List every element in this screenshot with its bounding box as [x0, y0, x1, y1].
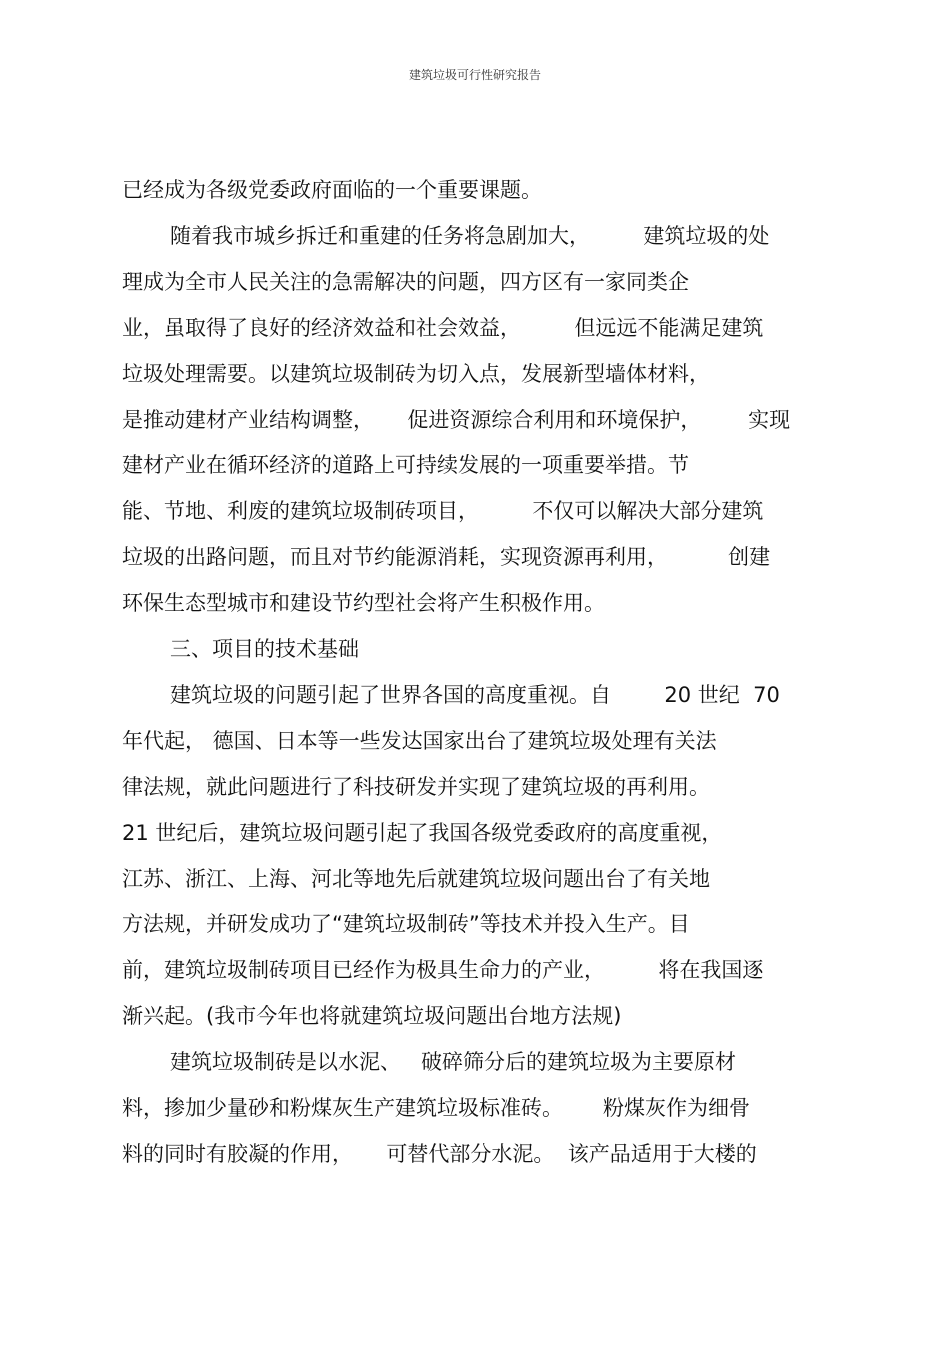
page-header: 建筑垃圾可行性研究报告 [408, 68, 541, 82]
text-line: 随着我市城乡拆迁和重建的任务将急剧加大， 建筑垃圾的处 [170, 223, 770, 248]
text-line: 21 世纪后，建筑垃圾问题引起了我国各级党委政府的高度重视， [122, 820, 723, 845]
text-line: 垃圾的出路问题，而且对节约能源消耗，实现资源再利用， 创建 [122, 545, 771, 570]
text-line: 江苏、浙江、上海、河北等地先后就建筑垃圾问题出台了有关地 [122, 866, 710, 891]
text-line: 料，掺加少量砂和粉煤灰生产建筑垃圾标准砖。 粉煤灰作为细骨 [122, 1096, 751, 1120]
text-line: 方法规，并研发成功了“建筑垃圾制砖”等技术并投入生产。目 [122, 912, 690, 937]
text-line: 建筑垃圾制砖是以水泥、 破碎筛分后的建筑垃圾为主要原材 [170, 1050, 737, 1075]
text-line: 建筑垃圾的问题引起了世界各国的高度重视。自 20 世纪 70 [170, 682, 780, 707]
text-line: 三、项目的技术基础 [170, 637, 359, 661]
text-line: 建材产业在循环经济的道路上可持续发展的一项重要举措。节 [122, 453, 689, 478]
text-line: 已经成为各级党委政府面临的一个重要课题。 [122, 178, 542, 202]
text-line: 是推动建材产业结构调整， 促进资源综合利用和环境保护， 实现 [122, 407, 791, 432]
text-line: 律法规，就此问题进行了科技研发并实现了建筑垃圾的再利用。 [122, 774, 710, 799]
text-line: 理成为全市人民关注的急需解决的问题，四方区有一家同类企 [122, 269, 689, 294]
text-line: 料的同时有胶凝的作用， 可替代部分水泥。 该产品适用于大楼的 [122, 1141, 757, 1166]
text-line: 垃圾处理需要。以建筑垃圾制砖为切入点，发展新型墙体材料， [122, 361, 710, 386]
text-line: 能、节地、利废的建筑垃圾制砖项目， 不仅可以解决大部分建筑 [122, 499, 764, 524]
text-line: 渐兴起。(我市今年也将就建筑垃圾问题出台地方法规) [122, 1004, 622, 1029]
text-line: 前，建筑垃圾制砖项目已经作为极具生命力的产业， 将在我国逐 [122, 958, 764, 983]
text-line: 业，虽取得了良好的经济效益和社会效益， 但远远不能满足建筑 [122, 315, 764, 340]
text-line: 环保生态型城市和建设节约型社会将产生积极作用。 [122, 591, 605, 616]
text-line: 年代起， 德国、日本等一些发达国家出台了建筑垃圾处理有关法 [122, 728, 717, 753]
